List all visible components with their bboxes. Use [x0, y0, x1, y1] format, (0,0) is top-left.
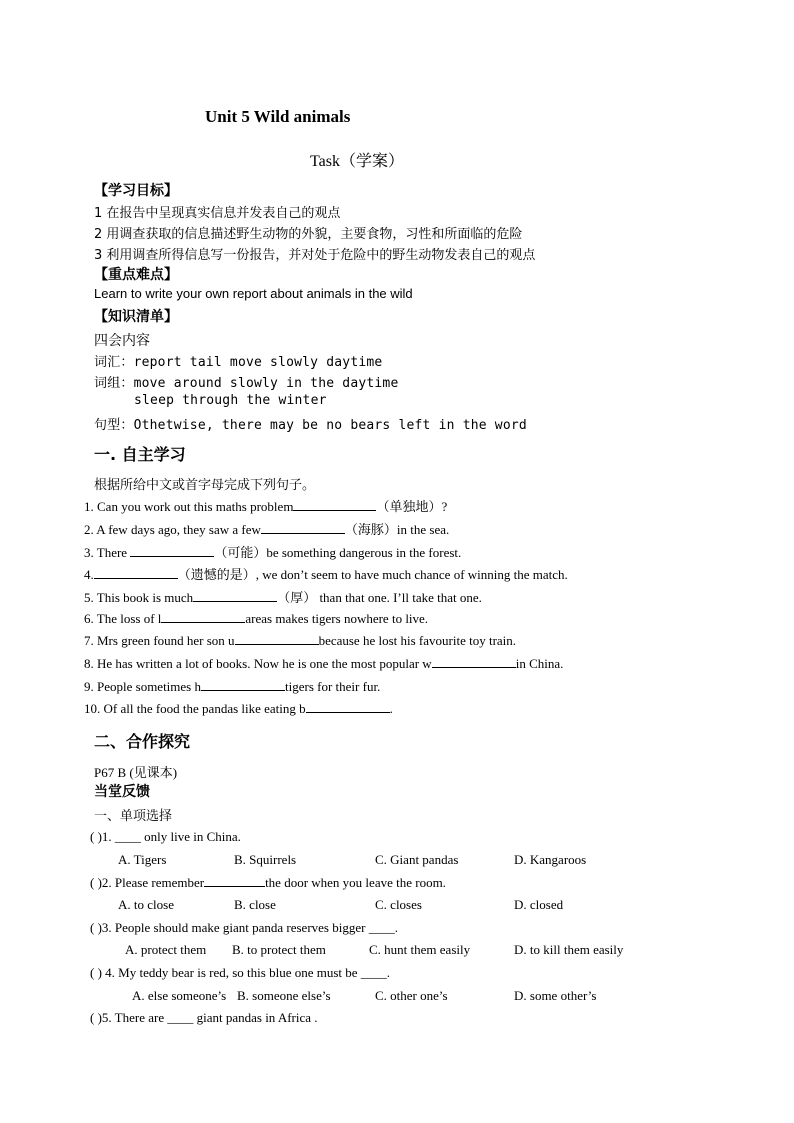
answer-blank[interactable]: [94, 566, 178, 579]
mc-question-2: ( )2. Please remember the door when you leave the room.: [90, 875, 446, 890]
mc1-option-d[interactable]: D. Kangaroos: [514, 852, 587, 867]
question-6: 6. The loss of l areas makes tigers nowhere to live.: [84, 611, 429, 626]
question-8: 8. He has written a lot of books. Now he is one the most popular w in China.: [84, 656, 564, 671]
objective-item: 1 在报告中呈现真实信息并发表自己的观点: [94, 206, 341, 221]
mc4-option-b[interactable]: B. someone else’s: [237, 988, 331, 1003]
answer-blank[interactable]: [293, 498, 376, 511]
section1-heading: 一. 自主学习: [94, 445, 186, 464]
answer-blank[interactable]: [193, 589, 277, 602]
document-title: Unit 5 Wild animals: [205, 107, 351, 126]
answer-blank[interactable]: [432, 655, 516, 668]
mc-question-5: ( )5. There are ____ giant pandas in Africa .: [90, 1010, 318, 1025]
section2-heading: 二、合作探究: [94, 732, 191, 751]
mc2-option-b[interactable]: B. close: [234, 897, 276, 912]
mc-question-3: ( )3. People should make giant panda reserves bigger ____.: [90, 920, 398, 935]
mc2-option-c[interactable]: C. closes: [375, 897, 422, 912]
mc3-option-d[interactable]: D. to kill them easily: [514, 942, 624, 957]
mc4-option-c[interactable]: C. other one’s: [375, 988, 448, 1003]
question-9: 9. People sometimes h tigers for their fur.: [84, 679, 381, 694]
question-4: 4. （遗憾的是）, we don’t seem to have much chance of winning the match.: [84, 567, 568, 582]
mc1-option-c[interactable]: C. Giant pandas: [375, 852, 459, 867]
question-5: 5. This book is much （厚） than that one. I’ll take that one.: [84, 590, 482, 605]
vocab-line: 词汇：report tail move slowly daytime: [94, 355, 383, 370]
mc3-option-b[interactable]: B. to protect them: [232, 942, 326, 957]
question-3: 3. There （可能）be something dangerous in the forest.: [84, 545, 462, 560]
mc3-option-c[interactable]: C. hunt them easily: [369, 942, 471, 957]
key-points-heading: 【重点难点】: [94, 267, 178, 283]
key-points-text: Learn to write your own report about animals in the wild: [94, 286, 413, 301]
phrases-line-2: sleep through the winter: [134, 393, 327, 408]
question-10: 10. Of all the food the pandas like eating b .: [84, 701, 393, 716]
mc2-option-d[interactable]: D. closed: [514, 897, 564, 912]
mc4-option-d[interactable]: D. some other’s: [514, 988, 597, 1003]
objective-item: 2 用调查获取的信息描述野生动物的外貌，主要食物，习性和所面临的危险: [94, 227, 523, 242]
textbook-note: P67 B (见课本): [94, 765, 178, 780]
phrases-line: 词组：move around slowly in the daytime: [94, 376, 399, 391]
sentence-line: 句型：Othetwise, there may be no bears left in the word: [94, 418, 527, 433]
mc-question-1: ( )1. ____ only live in China.: [90, 829, 241, 844]
mc2-option-a[interactable]: A. to close: [118, 897, 174, 912]
objectives-heading: 【学习目标】: [94, 183, 178, 199]
document-subtitle: Task（学案）: [310, 153, 404, 170]
mc1-option-a[interactable]: A. Tigers: [118, 852, 167, 867]
feedback-heading: 当堂反馈: [94, 784, 150, 800]
question-1: 1. Can you work out this maths problem （单独地）?: [84, 499, 448, 514]
answer-blank[interactable]: [130, 544, 214, 557]
mc-question-4: ( ) 4. My teddy bear is red, so this blue one must be ____.: [90, 965, 391, 980]
answer-blank[interactable]: [261, 521, 345, 534]
knowledge-intro: 四会内容: [94, 333, 150, 349]
mc-heading: 一、单项选择: [94, 809, 173, 824]
question-7: 7. Mrs green found her son u because he lost his favourite toy train.: [84, 633, 517, 648]
answer-blank[interactable]: [306, 700, 390, 713]
question-2: 2. A few days ago, they saw a few （海豚）in the sea.: [84, 522, 450, 537]
knowledge-heading: 【知识清单】: [94, 309, 178, 325]
answer-blank[interactable]: [201, 678, 285, 691]
mc1-option-b[interactable]: B. Squirrels: [234, 852, 297, 867]
answer-blank[interactable]: [204, 874, 265, 887]
answer-blank[interactable]: [161, 610, 245, 623]
answer-blank[interactable]: [235, 632, 319, 645]
section1-instruction: 根据所给中文或首字母完成下列句子。: [94, 478, 316, 493]
objective-item: 3 利用调查所得信息写一份报告，并对处于危险中的野生动物发表自己的观点: [94, 248, 536, 263]
mc4-option-a[interactable]: A. else someone’s: [132, 988, 227, 1003]
mc3-option-a[interactable]: A. protect them: [125, 942, 207, 957]
